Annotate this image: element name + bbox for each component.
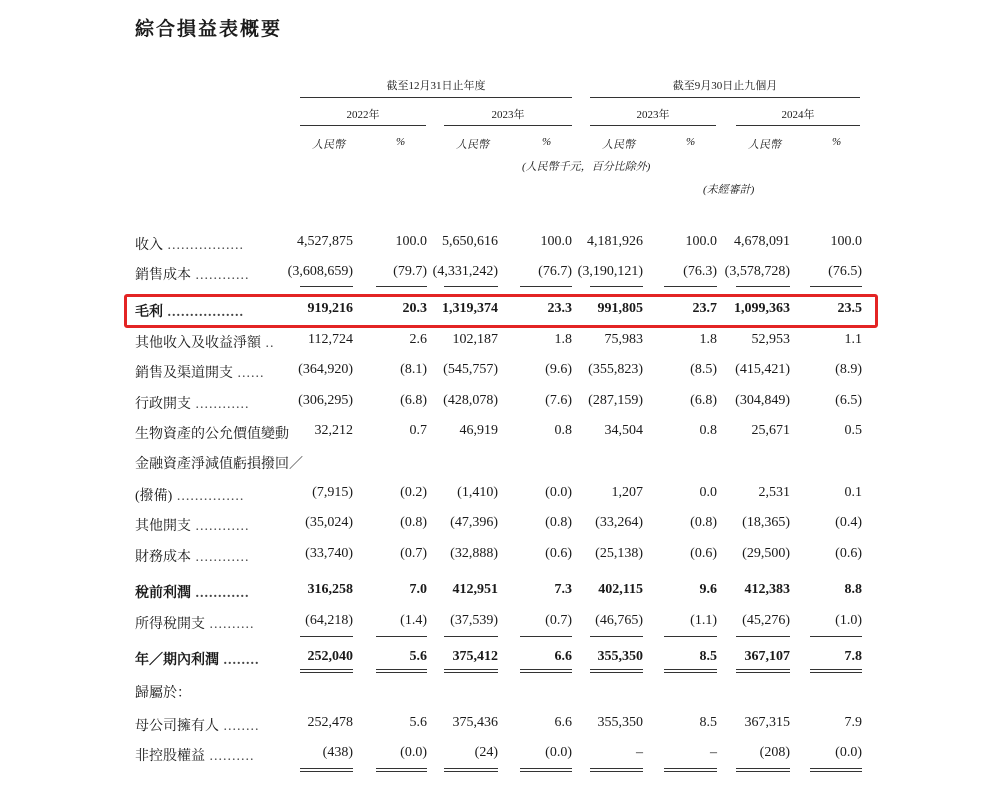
table-row [0,546,1001,572]
row-value: 1.8 [554,332,572,347]
subtotal-rule [810,286,862,287]
row-label [135,264,250,284]
row-value: (33,740) [305,546,353,561]
row-value: 102,187 [452,332,498,347]
row-label [135,582,250,602]
row-value: 252,040 [307,649,353,664]
row-label-text: 生物資產的公允價值變動 [135,427,289,442]
row-label-text: 歸屬於： [135,686,191,701]
row-value: (1.4) [400,613,427,628]
row-label [135,515,250,535]
year-rule-2023-annual [444,125,572,126]
row-label [135,485,244,505]
row-value: 7.3 [554,582,572,597]
row-value: 1,099,363 [734,301,790,316]
row-value: 355,350 [597,649,643,664]
period-interim-header: 截至9月30日止九個月 [672,80,778,92]
subtotal-rule [664,636,717,637]
row-value: 412,951 [452,582,498,597]
row-label [135,613,255,633]
row-label-text: 銷售成本 [135,268,191,283]
row-value: (0.6) [690,546,717,561]
row-value: 412,383 [744,582,790,597]
row-label [135,745,255,765]
total-rule [664,768,717,772]
row-value: (438) [322,745,353,760]
row-value: (29,500) [742,546,790,561]
row-value: 991,805 [597,301,643,316]
total-rule [520,768,572,772]
row-value: (1.1) [690,613,717,628]
subtotal-rule [520,636,572,637]
col-pct-header: % [686,136,696,148]
row-value: 23.7 [692,301,717,316]
row-value: (76.5) [828,264,862,279]
subtotal-rule [664,286,717,287]
row-value: – [710,745,717,760]
year-rule-2024 [736,125,860,126]
row-value: 375,436 [452,715,498,730]
row-value: 52,953 [751,332,790,347]
row-value: (3,578,728) [724,264,790,279]
row-value: 4,527,875 [297,234,353,249]
row-value: (6.8) [400,393,427,408]
dot-leader: ........ [219,719,260,734]
row-value: 2,531 [758,485,790,500]
row-value: (18,365) [742,515,790,530]
total-rule [810,669,862,673]
table-row [0,682,1001,708]
row-value: (306,295) [298,393,353,408]
row-value: (47,396) [450,515,498,530]
row-label [135,332,275,352]
row-value: (6.5) [835,393,862,408]
subtotal-rule [590,286,643,287]
row-value: 7.8 [844,649,862,664]
table-row [0,715,1001,741]
row-value: (0.8) [690,515,717,530]
row-value: (6.8) [690,393,717,408]
row-label-text: 行政開支 [135,397,191,412]
dot-leader: ...... [233,366,265,381]
row-value: (8.9) [835,362,862,377]
row-value: 0.8 [699,423,717,438]
row-label-text: 財務成本 [135,550,191,565]
total-rule [736,669,790,673]
row-value: (0.7) [545,613,572,628]
row-label [135,715,260,735]
subtotal-rule [810,636,862,637]
row-value: (0.0) [545,485,572,500]
row-value: 23.5 [837,301,862,316]
row-value: (0.2) [400,485,427,500]
row-label-text: 金融資產淨減值虧損撥回／ [135,457,303,472]
row-value: (76.3) [683,264,717,279]
row-value: (76.7) [538,264,572,279]
row-value: 252,478 [307,715,353,730]
row-value: 23.3 [547,301,572,316]
subtotal-rule [300,286,353,287]
table-row [0,332,1001,358]
period-annual-header: 截至12月31日止年度 [386,80,486,92]
subtotal-rule [376,636,427,637]
row-value: 5.6 [409,649,427,664]
row-value: (25,138) [595,546,643,561]
year-header-2024: 2024年 [781,109,815,121]
row-label-text: 所得稅開支 [135,617,205,632]
subtotal-rule [376,286,427,287]
row-value: 2.6 [409,332,427,347]
subtotal-rule [444,636,498,637]
row-value: 25,671 [751,423,790,438]
row-value: (0.6) [545,546,572,561]
col-pct-header: % [542,136,552,148]
row-value: 316,258 [307,582,353,597]
row-value: 1.8 [699,332,717,347]
dot-leader: ............ [191,519,250,534]
row-value: 8.5 [699,715,717,730]
subtotal-rule [736,286,790,287]
total-rule [376,768,427,772]
subtotal-rule [520,286,572,287]
total-rule [300,669,353,673]
table-row [0,515,1001,541]
year-rule-2022 [300,125,426,126]
unit-note: (人民幣千元，百分比除外) [522,161,651,173]
col-pct-header: % [396,136,406,148]
row-value: 7.9 [844,715,862,730]
total-rule [444,669,498,673]
row-value: (304,849) [735,393,790,408]
total-rule [444,768,498,772]
row-value: (0.8) [400,515,427,530]
subtotal-rule [300,636,353,637]
row-value: (8.1) [400,362,427,377]
row-value: (415,421) [735,362,790,377]
row-value: (64,218) [305,613,353,628]
row-value: (0.8) [545,515,572,530]
col-pct-header: % [832,136,842,148]
row-value: 0.8 [554,423,572,438]
subtotal-rule [590,636,643,637]
col-rmb-header: 人民幣 [456,139,489,151]
total-rule [376,669,427,673]
row-value: 4,678,091 [734,234,790,249]
row-value: 7.0 [409,582,427,597]
row-value: (0.0) [400,745,427,760]
table-row [0,485,1001,511]
row-label [135,649,260,669]
table-row [0,234,1001,260]
dot-leader: .. [261,336,275,351]
total-rule [736,768,790,772]
row-value: 375,412 [452,649,498,664]
row-value: 1.1 [844,332,862,347]
dot-leader: ............ [191,397,250,412]
row-value: (33,264) [595,515,643,530]
row-value: (287,159) [588,393,643,408]
row-label [135,393,250,413]
table-row [0,582,1001,608]
row-value: 20.3 [402,301,427,316]
period-annual-rule [300,97,572,98]
row-value: 355,350 [597,715,643,730]
dot-leader: ................. [163,305,244,320]
row-value: (7,915) [312,485,353,500]
row-label [135,423,289,443]
row-value: (3,608,659) [287,264,353,279]
row-label-text: 其他收入及收益淨額 [135,336,261,351]
row-value: (45,276) [742,613,790,628]
row-value: (9.6) [545,362,572,377]
row-value: (0.0) [545,745,572,760]
total-rule [664,669,717,673]
row-value: 367,315 [744,715,790,730]
dot-leader: ............ [191,268,250,283]
col-rmb-header: 人民幣 [748,139,781,151]
row-value: (208) [759,745,790,760]
row-label-text: 非控股權益 [135,749,205,764]
row-value: 112,724 [308,332,353,347]
row-value: 6.6 [554,715,572,730]
row-value: 402,115 [598,582,643,597]
col-rmb-header: 人民幣 [312,139,345,151]
subtotal-rule [444,286,498,287]
table-row [0,362,1001,388]
row-value: 46,919 [459,423,498,438]
row-value: (545,757) [443,362,498,377]
row-value: (0.6) [835,546,862,561]
row-value: 0.7 [409,423,427,438]
row-value: 0.1 [844,485,862,500]
year-rule-2023-interim [590,125,716,126]
unaudited-note: (未經審計) [703,184,755,196]
period-interim-rule [590,97,860,98]
dot-leader: .......... [205,617,255,632]
dot-leader: .......... [205,749,255,764]
row-value: 5.6 [409,715,427,730]
page-title: 綜合損益表概要 [135,19,283,40]
row-value: (1,410) [457,485,498,500]
row-value: (364,920) [298,362,353,377]
row-value: 8.5 [699,649,717,664]
row-value: (355,823) [588,362,643,377]
table-row [0,423,1001,449]
table-row [0,453,1001,479]
row-label [135,234,244,254]
row-value: 6.6 [554,649,572,664]
row-value: 4,181,926 [587,234,643,249]
row-label [135,453,303,473]
row-label-text: 其他開支 [135,519,191,534]
dot-leader: ............ [191,586,250,601]
row-value: (0.7) [400,546,427,561]
row-value: (24) [474,745,498,760]
row-value: (8.5) [690,362,717,377]
dot-leader: ............... [172,489,245,504]
row-value: (0.4) [835,515,862,530]
total-rule [520,669,572,673]
row-label-text: 年／期內利潤 [135,653,219,668]
row-value: 75,983 [604,332,643,347]
row-value: (1.0) [835,613,862,628]
row-value: 100.0 [685,234,717,249]
row-value: 9.6 [699,582,717,597]
dot-leader: ............ [191,550,250,565]
row-value: 100.0 [830,234,862,249]
row-label-text: (撥備) [135,489,173,504]
table-row [0,393,1001,419]
gross-profit-highlight [124,294,878,328]
row-label [135,362,265,382]
row-value: 919,216 [307,301,353,316]
row-label [135,546,250,566]
row-value: 5,650,616 [442,234,498,249]
row-value: (32,888) [450,546,498,561]
row-value: 32,212 [314,423,353,438]
row-value: (35,024) [305,515,353,530]
row-value: 0.5 [844,423,862,438]
row-value: – [636,745,643,760]
row-value: (7.6) [545,393,572,408]
total-rule [810,768,862,772]
row-value: 367,107 [744,649,790,664]
row-value: (46,765) [595,613,643,628]
year-header-2023-annual: 2023年 [491,109,525,121]
row-value: (0.0) [835,745,862,760]
row-value: 34,504 [604,423,643,438]
row-value: (4,331,242) [432,264,498,279]
total-rule [300,768,353,772]
row-value: 1,319,374 [442,301,498,316]
subtotal-rule [736,636,790,637]
row-label-text: 毛利 [135,305,163,320]
row-label-text: 母公司擁有人 [135,719,219,734]
row-value: 1,207 [611,485,643,500]
row-value: 100.0 [395,234,427,249]
row-value: 0.0 [699,485,717,500]
row-label-text: 銷售及渠道開支 [135,366,233,381]
row-value: (37,539) [450,613,498,628]
col-rmb-header: 人民幣 [602,139,635,151]
dot-leader: ................. [163,238,244,253]
year-header-2022: 2022年 [346,109,380,121]
total-rule [590,768,643,772]
row-value: 8.8 [844,582,862,597]
row-label-text: 稅前利潤 [135,586,191,601]
total-rule [590,669,643,673]
row-value: 100.0 [540,234,572,249]
year-header-2023-interim: 2023年 [636,109,670,121]
row-value: (79.7) [393,264,427,279]
row-value: (3,190,121) [577,264,643,279]
row-label [135,682,191,702]
row-label-text: 收入 [135,238,163,253]
row-value: (428,078) [443,393,498,408]
dot-leader: ........ [219,653,260,668]
